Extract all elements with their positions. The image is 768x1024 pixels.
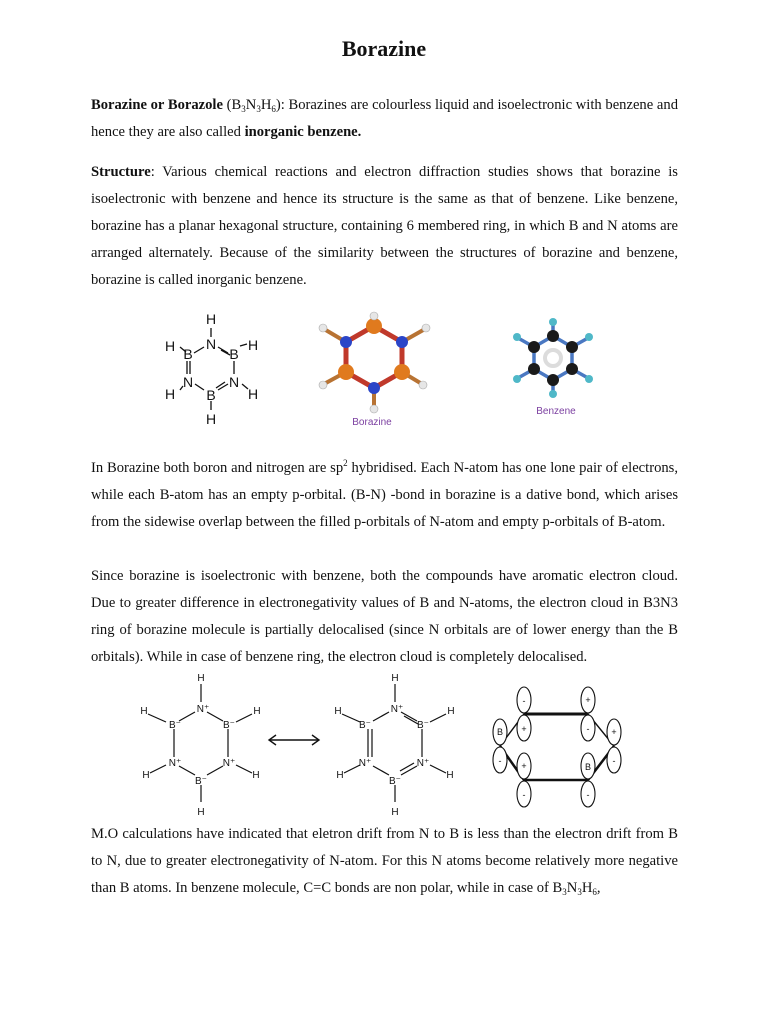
- carbon-atom-ball: [528, 363, 540, 375]
- hydrogen-atom-ball: [422, 324, 430, 332]
- boron-atom-ball: [366, 318, 382, 334]
- atom-b: B: [206, 387, 216, 403]
- carbon-atom-ball: [547, 330, 559, 342]
- atom-n-plus: N⁺: [390, 704, 404, 715]
- orbital-sign: +: [611, 727, 617, 737]
- atom-h: H: [205, 311, 217, 327]
- hydrogen-atom-ball: [370, 405, 378, 413]
- formula-sub: 6: [592, 887, 597, 897]
- orbital-sign: +: [521, 724, 527, 734]
- atom-b: B: [183, 346, 193, 362]
- borazine-resonance-left: [138, 672, 268, 817]
- atom-n: N: [228, 374, 240, 390]
- orbital-sign: -: [522, 696, 526, 706]
- orbital-sign: B: [584, 762, 592, 772]
- intro-bold-end: inorganic benzene.: [244, 124, 362, 140]
- mo-text: M.O calculations have indicated that eletron drift from N to B is less than the electron drift from B to N, due to greater electronegativity of N-atom. For this N atoms become relatively more negative than B atoms. In benzene molecule, C=C bonds are non polar, while in case of B: [91, 826, 678, 896]
- formula-n: N: [245, 97, 257, 113]
- orbital-sign: +: [521, 761, 527, 771]
- nitrogen-atom-ball: [368, 382, 380, 394]
- boron-atom-ball: [338, 364, 354, 380]
- hydrogen-atom-ball: [585, 333, 593, 341]
- atom-h: H: [142, 770, 150, 781]
- carbon-atom-ball: [528, 341, 540, 353]
- atom-b-minus: B⁻: [417, 720, 429, 731]
- atom-b-minus: B⁻: [195, 776, 207, 787]
- formula-sub: 6: [271, 104, 276, 114]
- atom-h: H: [164, 386, 176, 402]
- atom-h: H: [446, 770, 454, 781]
- intro-text: Borazines are colourless liquid and isoelectronic with benzene and hence they are also called: [91, 97, 678, 140]
- atom-b-minus: B⁻: [169, 720, 181, 731]
- orbital-sign: -: [612, 756, 616, 766]
- hydrogen-atom-ball: [549, 390, 557, 398]
- nitrogen-atom-ball: [340, 336, 352, 348]
- atom-h: H: [197, 807, 205, 818]
- borazine-resonance-right: [332, 672, 462, 817]
- atom-h: H: [205, 411, 217, 427]
- atom-n: N: [182, 374, 194, 390]
- hydrogen-atom-ball: [513, 375, 521, 383]
- hydrogen-atom-ball: [585, 375, 593, 383]
- aromatic-ring: [545, 350, 561, 366]
- formula-open: (B: [222, 97, 242, 113]
- atom-h: H: [447, 706, 455, 717]
- atom-h: H: [197, 673, 205, 684]
- atom-h: H: [247, 337, 259, 353]
- hydrogen-atom-ball: [319, 381, 327, 389]
- orbital-sign: -: [498, 756, 502, 766]
- nitrogen-atom-ball: [396, 336, 408, 348]
- atom-n-plus: N⁺: [196, 704, 210, 715]
- hybrid-text: In Borazine both boron and nitrogen are sp: [91, 460, 344, 476]
- electron-cloud-paragraph: [91, 563, 678, 671]
- structure-paragraph: [91, 159, 678, 294]
- atom-h: H: [247, 386, 259, 402]
- structure-label: Structure: [91, 164, 151, 180]
- orbital-sign: -: [586, 724, 590, 734]
- orbital-sign: B: [496, 727, 504, 737]
- hydrogen-atom-ball: [513, 333, 521, 341]
- orbital-sign: -: [522, 790, 526, 800]
- intro-paragraph: [91, 92, 678, 146]
- carbon-atom-ball: [547, 374, 559, 386]
- orbital-sign: -: [586, 790, 590, 800]
- structure-text: : Various chemical reactions and electron diffraction studies shows that borazine is isoelectronic with benzene and hence its structure is the same as that of benzene. Like benzene, borazine has a planar hexagonal structure, containing 6 membered ring, in which B and N atoms are arranged alternately. Because of the similarity between the structures of borazine and benzene, borazine is called inorganic benzene.: [91, 164, 678, 288]
- atom-h: H: [253, 706, 261, 717]
- formula-h: H: [581, 880, 593, 896]
- atom-b-minus: B⁻: [389, 776, 401, 787]
- atom-h: H: [334, 706, 342, 717]
- formula-sub: 3: [577, 887, 582, 897]
- orbital-sign: +: [585, 695, 591, 705]
- atom-h: H: [252, 770, 260, 781]
- atom-b-minus: B⁻: [359, 720, 371, 731]
- mo-tail: ,: [596, 880, 601, 896]
- formula-close: ):: [275, 97, 289, 113]
- cloud-text: Since borazine is isoelectronic with benzene, both the compounds have aromatic electron cloud. Due to greater difference in electronegativity values of B and N-atoms, the electron cloud in B3N3 ring of borazine molecule is partially delocalised (since N orbitals are of lower energy than the B orbitals). While in case of benzene ring, the electron cloud is completely delocalised.: [91, 568, 678, 665]
- hybridisation-paragraph: [91, 455, 678, 536]
- page-title: Borazine: [341, 36, 427, 61]
- borazine-caption: Borazine: [352, 417, 392, 428]
- mo-paragraph: [91, 821, 678, 902]
- borazine-line-structure: [158, 306, 268, 428]
- formula-sub: 3: [562, 887, 567, 897]
- atom-n-plus: N⁺: [168, 758, 182, 769]
- formula-sub: 3: [256, 104, 261, 114]
- carbon-atom-ball: [566, 363, 578, 375]
- hydrogen-atom-ball: [370, 312, 378, 320]
- formula-h: H: [260, 97, 272, 113]
- benzene-caption: Benzene: [536, 406, 576, 417]
- atom-h: H: [391, 673, 399, 684]
- atom-n-plus: N⁺: [416, 758, 430, 769]
- resonance-arrow: [266, 733, 322, 747]
- intro-term: Borazine or Borazole: [91, 97, 223, 113]
- atom-b-minus: B⁻: [223, 720, 235, 731]
- atom-n: N: [205, 336, 217, 352]
- benzene-ball-model: [508, 318, 608, 422]
- atom-b: B: [229, 346, 239, 362]
- atom-n-plus: N⁺: [222, 758, 236, 769]
- atom-h: H: [336, 770, 344, 781]
- hydrogen-atom-ball: [319, 324, 327, 332]
- carbon-atom-ball: [566, 341, 578, 353]
- hybrid-text-rest: hybridised. Each N-atom has one lone pair of electrons, while each B-atom has an empty p-orbital. (B-N) -bond in borazine is a dative bond, which arises from the sidewise overlap between the filled p-orbitals of N-atom and empty p-orbitals of B-atom.: [91, 460, 679, 530]
- hydrogen-atom-ball: [419, 381, 427, 389]
- p-orbital-diagram: [484, 684, 634, 812]
- boron-atom-ball: [394, 364, 410, 380]
- formula-sub: 3: [241, 104, 246, 114]
- atom-h: H: [391, 807, 399, 818]
- hydrogen-atom-ball: [549, 318, 557, 326]
- atom-h: H: [140, 706, 148, 717]
- borazine-ball-model: [312, 314, 442, 430]
- atom-n-plus: N⁺: [358, 758, 372, 769]
- hybrid-sup: 2: [343, 458, 348, 468]
- atom-h: H: [164, 338, 176, 354]
- formula-n: N: [566, 880, 578, 896]
